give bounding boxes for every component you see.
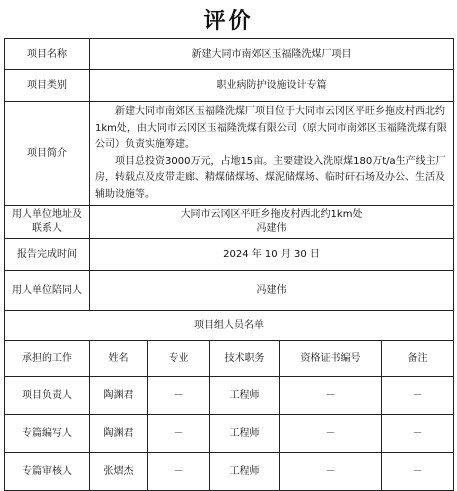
team-major: － — [148, 453, 210, 491]
document-title: 评价 — [203, 8, 254, 34]
team-role: 专篇审核人 — [5, 453, 90, 491]
team-name: 张熠杰 — [90, 453, 148, 491]
escort-label: 用人单位陪同人 — [5, 271, 90, 311]
table-row — [5, 453, 454, 491]
team-note: － — [382, 453, 454, 491]
project-name-label: 项目名称 — [5, 39, 90, 70]
table-row — [5, 377, 454, 415]
team-col-cert: 资格证书编号 — [280, 341, 382, 377]
report-date-value: 2024 年 10 月 30 日 — [90, 239, 454, 271]
team-title: 工程师 — [210, 377, 280, 415]
evaluation-table — [4, 38, 454, 491]
row-project-name — [5, 39, 454, 70]
team-name: 陶渊君 — [90, 415, 148, 453]
team-col-note: 备注 — [382, 341, 454, 377]
team-heading: 项目组人员名单 — [5, 311, 454, 341]
row-escort — [5, 271, 454, 311]
employer-label: 用人单位地址及联系人 — [5, 206, 90, 239]
table-row — [5, 415, 454, 453]
team-major: － — [148, 377, 210, 415]
row-employer — [5, 206, 454, 239]
team-role: 项目负责人 — [5, 377, 90, 415]
employer-contact: 冯建伟 — [256, 223, 287, 234]
team-name: 陶渊君 — [90, 377, 148, 415]
employer-address: 大同市云冈区平旺乡拖皮村西北约1km处 — [180, 209, 363, 220]
team-col-role: 承担的工作 — [5, 341, 90, 377]
team-title: 工程师 — [210, 453, 280, 491]
project-name-value: 新建大同市南郊区玉福隆洗煤厂项目 — [90, 39, 454, 70]
team-major: － — [148, 415, 210, 453]
team-col-name: 姓名 — [90, 341, 148, 377]
project-intro-text — [90, 102, 454, 206]
team-col-title: 技术职务 — [210, 341, 280, 377]
escort-value: 冯建伟 — [90, 271, 454, 311]
team-col-major: 专业 — [148, 341, 210, 377]
intro-paragraph-1: 新建大同市南郊区玉福隆洗煤厂项目位于大同市云冈区平旺乡拖皮村西北约1km处，由大同市云冈区玉福隆洗煤有限公司（原大同市南郊区玉福隆洗煤有限公司）负责实施筹建。 — [95, 106, 447, 150]
team-note: － — [382, 415, 454, 453]
project-intro-label: 项目简介 — [5, 102, 90, 206]
row-project-category — [5, 70, 454, 102]
team-cert: － — [280, 453, 382, 491]
team-cert: － — [280, 415, 382, 453]
team-title: 工程师 — [210, 415, 280, 453]
team-header-row — [5, 341, 454, 377]
row-report-date — [5, 239, 454, 271]
employer-value — [90, 206, 454, 239]
intro-paragraph-2: 项目总投资3000万元，占地15亩。主要建设入洗原煤180万t/a生产线主厂房，转载点及皮带走廊、精煤储煤场、煤泥储煤场、临时矸石场及办公、生活及辅助设施等。 — [95, 155, 446, 200]
team-role: 专篇编写人 — [5, 415, 90, 453]
project-category-value: 职业病防护设施设计专篇 — [90, 70, 454, 102]
project-category-label: 项目类别 — [5, 70, 90, 102]
row-team-heading — [5, 311, 454, 341]
report-date-label: 报告完成时间 — [5, 239, 90, 271]
row-project-intro — [5, 102, 454, 206]
team-cert: － — [280, 377, 382, 415]
team-note: － — [382, 377, 454, 415]
